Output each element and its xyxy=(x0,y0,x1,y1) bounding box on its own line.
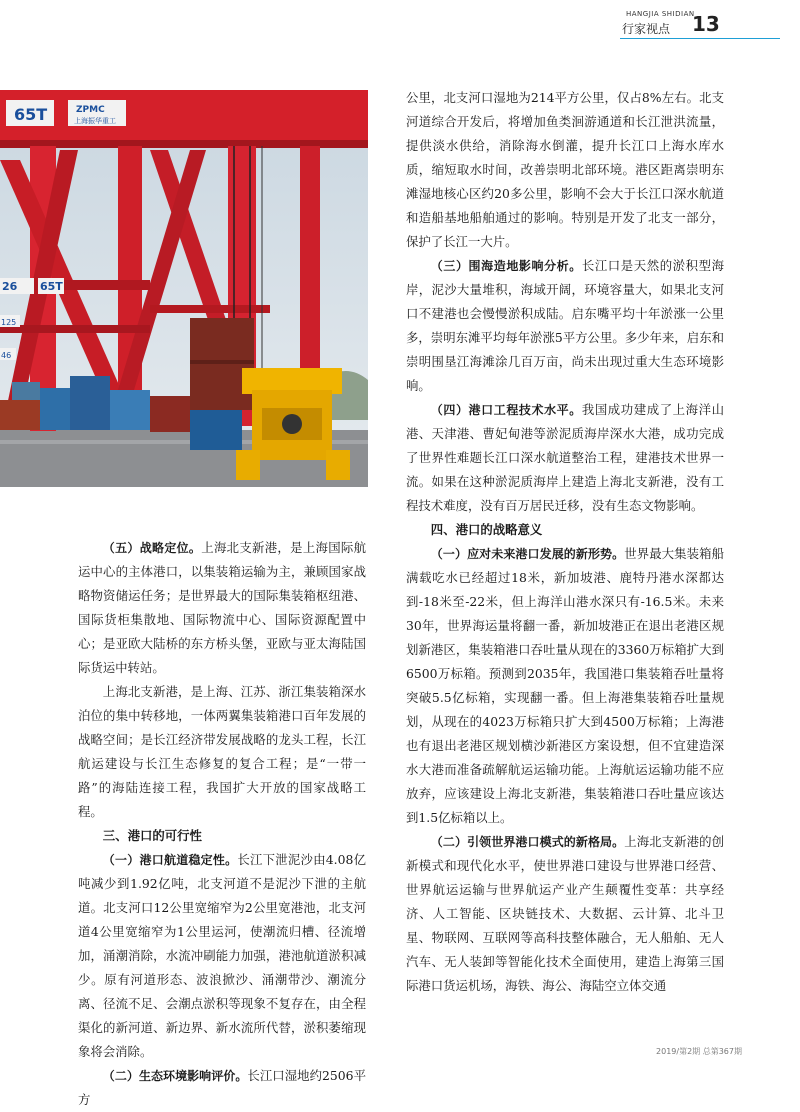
crane-label-46: 46 xyxy=(1,351,12,360)
paragraph-lead: （四）港口工程技术水平。 xyxy=(430,403,582,417)
page-number: 13 xyxy=(692,12,720,36)
section-heading-feasibility: 三、港口的可行性 xyxy=(102,828,202,843)
page-header xyxy=(620,8,730,38)
header-rule xyxy=(620,38,780,39)
paragraph-new-situation: （一）应对未来港口发展的新形势。世界最大集装箱船满载吃水已经超过18米，新加坡港、鹿特丹港水深都达到-18米至-22米，但上海洋山港水深只有-16.5米。未来30年，世界海运量将翻一番，新加坡港正在退出老港区规划新港区，集装箱港口吞吐量从现在的3360万标箱扩大到6500万标箱。预测到2035年，我国港口集装箱吞吐量将突破5.5亿标箱，实现翻一番。但上海港集装箱吞吐量规划，从现在的4023万标箱只扩大到4500万标箱；上海港也有退出老港区规划横沙新港区方案设想，但不宜建造深水大港而准备疏解航运运输功能。上海航运运输功能不应放弃，应该建设上海北支新港，集装箱港口吞吐量应该达到1.5亿标箱以上。 xyxy=(406,546,724,825)
paragraph-reclamation-analysis: （三）围海造地影响分析。长江口是天然的淤积型海岸，泥沙大量堆积，海域开阔，环境容量大，如果北支河口不建港也会慢慢淤积成陆。启东嘴平均十年淤涨一公里多，崇明东滩平均每年淤涨5平方公里。多少年来，启东和崇明围垦江海滩涂几百万亩，尚未出现过重大生态环境影响。 xyxy=(406,258,724,393)
crane-label-65t: 65T xyxy=(14,105,48,124)
paragraph-lead: （一）港口航道稳定性。 xyxy=(102,853,238,867)
crane-label-125: 125 xyxy=(1,318,17,327)
paragraph-lead: （三）围海造地影响分析。 xyxy=(430,259,582,273)
page-footer: 2019/第2期 总第367期 xyxy=(656,1047,742,1056)
paragraph-engineering-level: （四）港口工程技术水平。我国成功建成了上海洋山港、天津港、曹妃甸港等淤泥质海岸深水大港，成功完成了世界性难题长江口深水航道整治工程，建港技术世界一流。如果在这种淤泥质海岸上建造上海北支新港，没有工程技术难度，没有百万居民迁移，没有生态文物影响。 xyxy=(406,402,724,513)
header-english: HANGJIA SHIDIAN xyxy=(626,10,695,18)
right-column xyxy=(406,86,724,998)
crane-label-65t-small: 65T xyxy=(40,280,63,293)
paragraph-lead: （二）生态环境影响评价。 xyxy=(102,1069,248,1083)
header-section-title: 行家视点 xyxy=(622,22,671,36)
crane-label-26: 26 xyxy=(2,280,18,293)
paragraph-lead: （五）战略定位。 xyxy=(102,541,202,555)
paragraph-wetland-continued: 公里，北支河口湿地为214平方公里，仅占8%左右。北支河道综合开发后，将增加鱼类洄游通道和长江泄洪流量，提供淡水供给，消除海水倒灌，提升长江口上海水库水质，缩短取水时间，改善崇明北部环境。港区距离崇明东滩湿地核心区约20多公里，影响不会大于长江口深水航道和造船基地船舶通过的影响。特别是开发了北支一部分，保护了长江一大片。 xyxy=(406,90,724,249)
paragraph-eco-assessment: （二）生态环境影响评价。长江口湿地约2506平方 xyxy=(78,1068,366,1107)
paragraph-northern-port-overview: 上海北支新港，是上海、江苏、浙江集装箱深水泊位的集中转移地，一体两翼集装箱港口百年发展的战略空间；是长江经济带发展战略的龙头工程，长江航运建设与长江生态修复的复合工程；是“一带一路”的海陆连接工程，我国扩大开放的国家战略工程。 xyxy=(78,684,366,819)
paragraph-new-pattern: （二）引领世界港口模式的新格局。上海北支新港的创新模式和现代化水平，使世界港口建设与世界港口经营、世界航运运输与世界航运产业产生颠覆性变革：共享经济、人工智能、区块链技术、大数据、云计算、北斗卫星、物联网、互联网等高科技整体融合，无人船舶、无人汽车、无人装卸等智能化技术全面使用，建造上海第三国际港口货运机场，海铁、海公、海陆空立体交通 xyxy=(406,834,724,993)
port-crane-photo xyxy=(0,90,368,487)
crane-brand-cn: 上海振华重工 xyxy=(74,117,116,125)
paragraph-lead: （一）应对未来港口发展的新形势。 xyxy=(430,547,625,561)
left-column xyxy=(78,536,366,1112)
crane-brand: ZPMC xyxy=(76,105,105,115)
section-heading-strategic-significance: 四、港口的战略意义 xyxy=(430,522,543,537)
paragraph-strategic-positioning: （五）战略定位。上海北支新港，是上海国际航运中心的主体港口，以集装箱运输为主，兼顾国家战略物资储运任务；是世界最大的国际集装箱枢纽港、国际货柜集散地、国际物流中心、国际资源配置中心；是亚欧大陆桥的东方桥头堡，亚欧与亚太海陆国际货运中转站。 xyxy=(78,540,366,675)
paragraph-channel-stability: （一）港口航道稳定性。长江下泄泥沙由4.08亿吨减少到1.92亿吨，北支河道不是泥沙下泄的主航道。北支河口12公里宽缩窄为2公里宽港池，北支河道4公里宽缩窄为1公里运河，使潮流归槽、径流增加，涌潮消除，水流冲刷能力加强，港池航道淤积减少。原有河道形态、波浪掀沙、涌潮带沙、潮流分离、径流不足、会潮点淤积等现象不复存在，由全程渠化的新河道、新边界、新水流所代替，淤积萎缩现象将会消除。 xyxy=(78,852,366,1059)
paragraph-lead: （二）引领世界港口模式的新格局。 xyxy=(430,835,625,849)
